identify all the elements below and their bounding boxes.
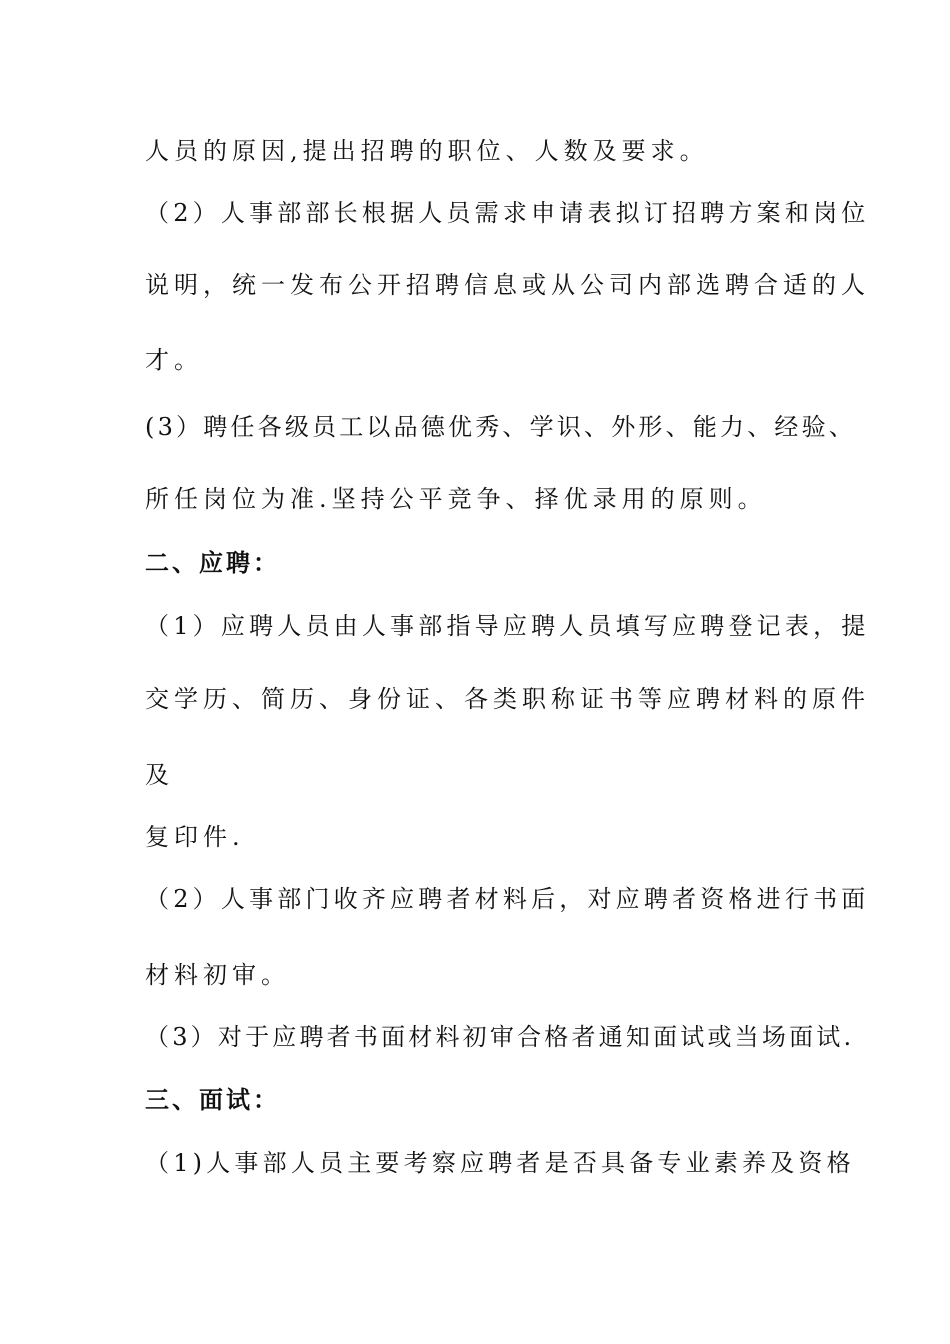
paragraph-line: （1)人事部人员主要考察应聘者是否具备专业素养及资格 [145,1149,855,1177]
paragraph-line: 材料初审。 [145,961,290,989]
section-heading: 二、应聘： [145,548,280,577]
paragraph-line: （2）人事部部长根据人员需求申请表拟订招聘方案和岗位 [145,199,870,227]
paragraph-line: 复印件. [145,823,245,851]
paragraph-line: 及 [145,761,174,789]
paragraph-line: 才。 [145,346,203,374]
paragraph-line: 交学历、简历、身份证、各类职称证书等应聘材料的原件 [145,685,870,713]
paragraph-line: （1）应聘人员由人事部指导应聘人员填写应聘登记表，提 [145,612,870,640]
paragraph-line: 人员的原因,提出招聘的职位、人数及要求。 [145,137,709,165]
paragraph-line: (3）聘任各级员工以品德优秀、学识、外形、能力、经验、 [145,413,857,441]
paragraph-line: （2）人事部门收齐应聘者材料后，对应聘者资格进行书面 [145,885,870,913]
paragraph-line: （3）对于应聘者书面材料初审合格者通知面试或当场面试. [145,1023,855,1051]
paragraph-line: 所任岗位为准.坚持公平竞争、择优录用的原则。 [145,485,767,513]
section-heading: 三、面试： [145,1085,280,1114]
paragraph-line: 说明，统一发布公开招聘信息或从公司内部选聘合适的人 [145,271,870,299]
